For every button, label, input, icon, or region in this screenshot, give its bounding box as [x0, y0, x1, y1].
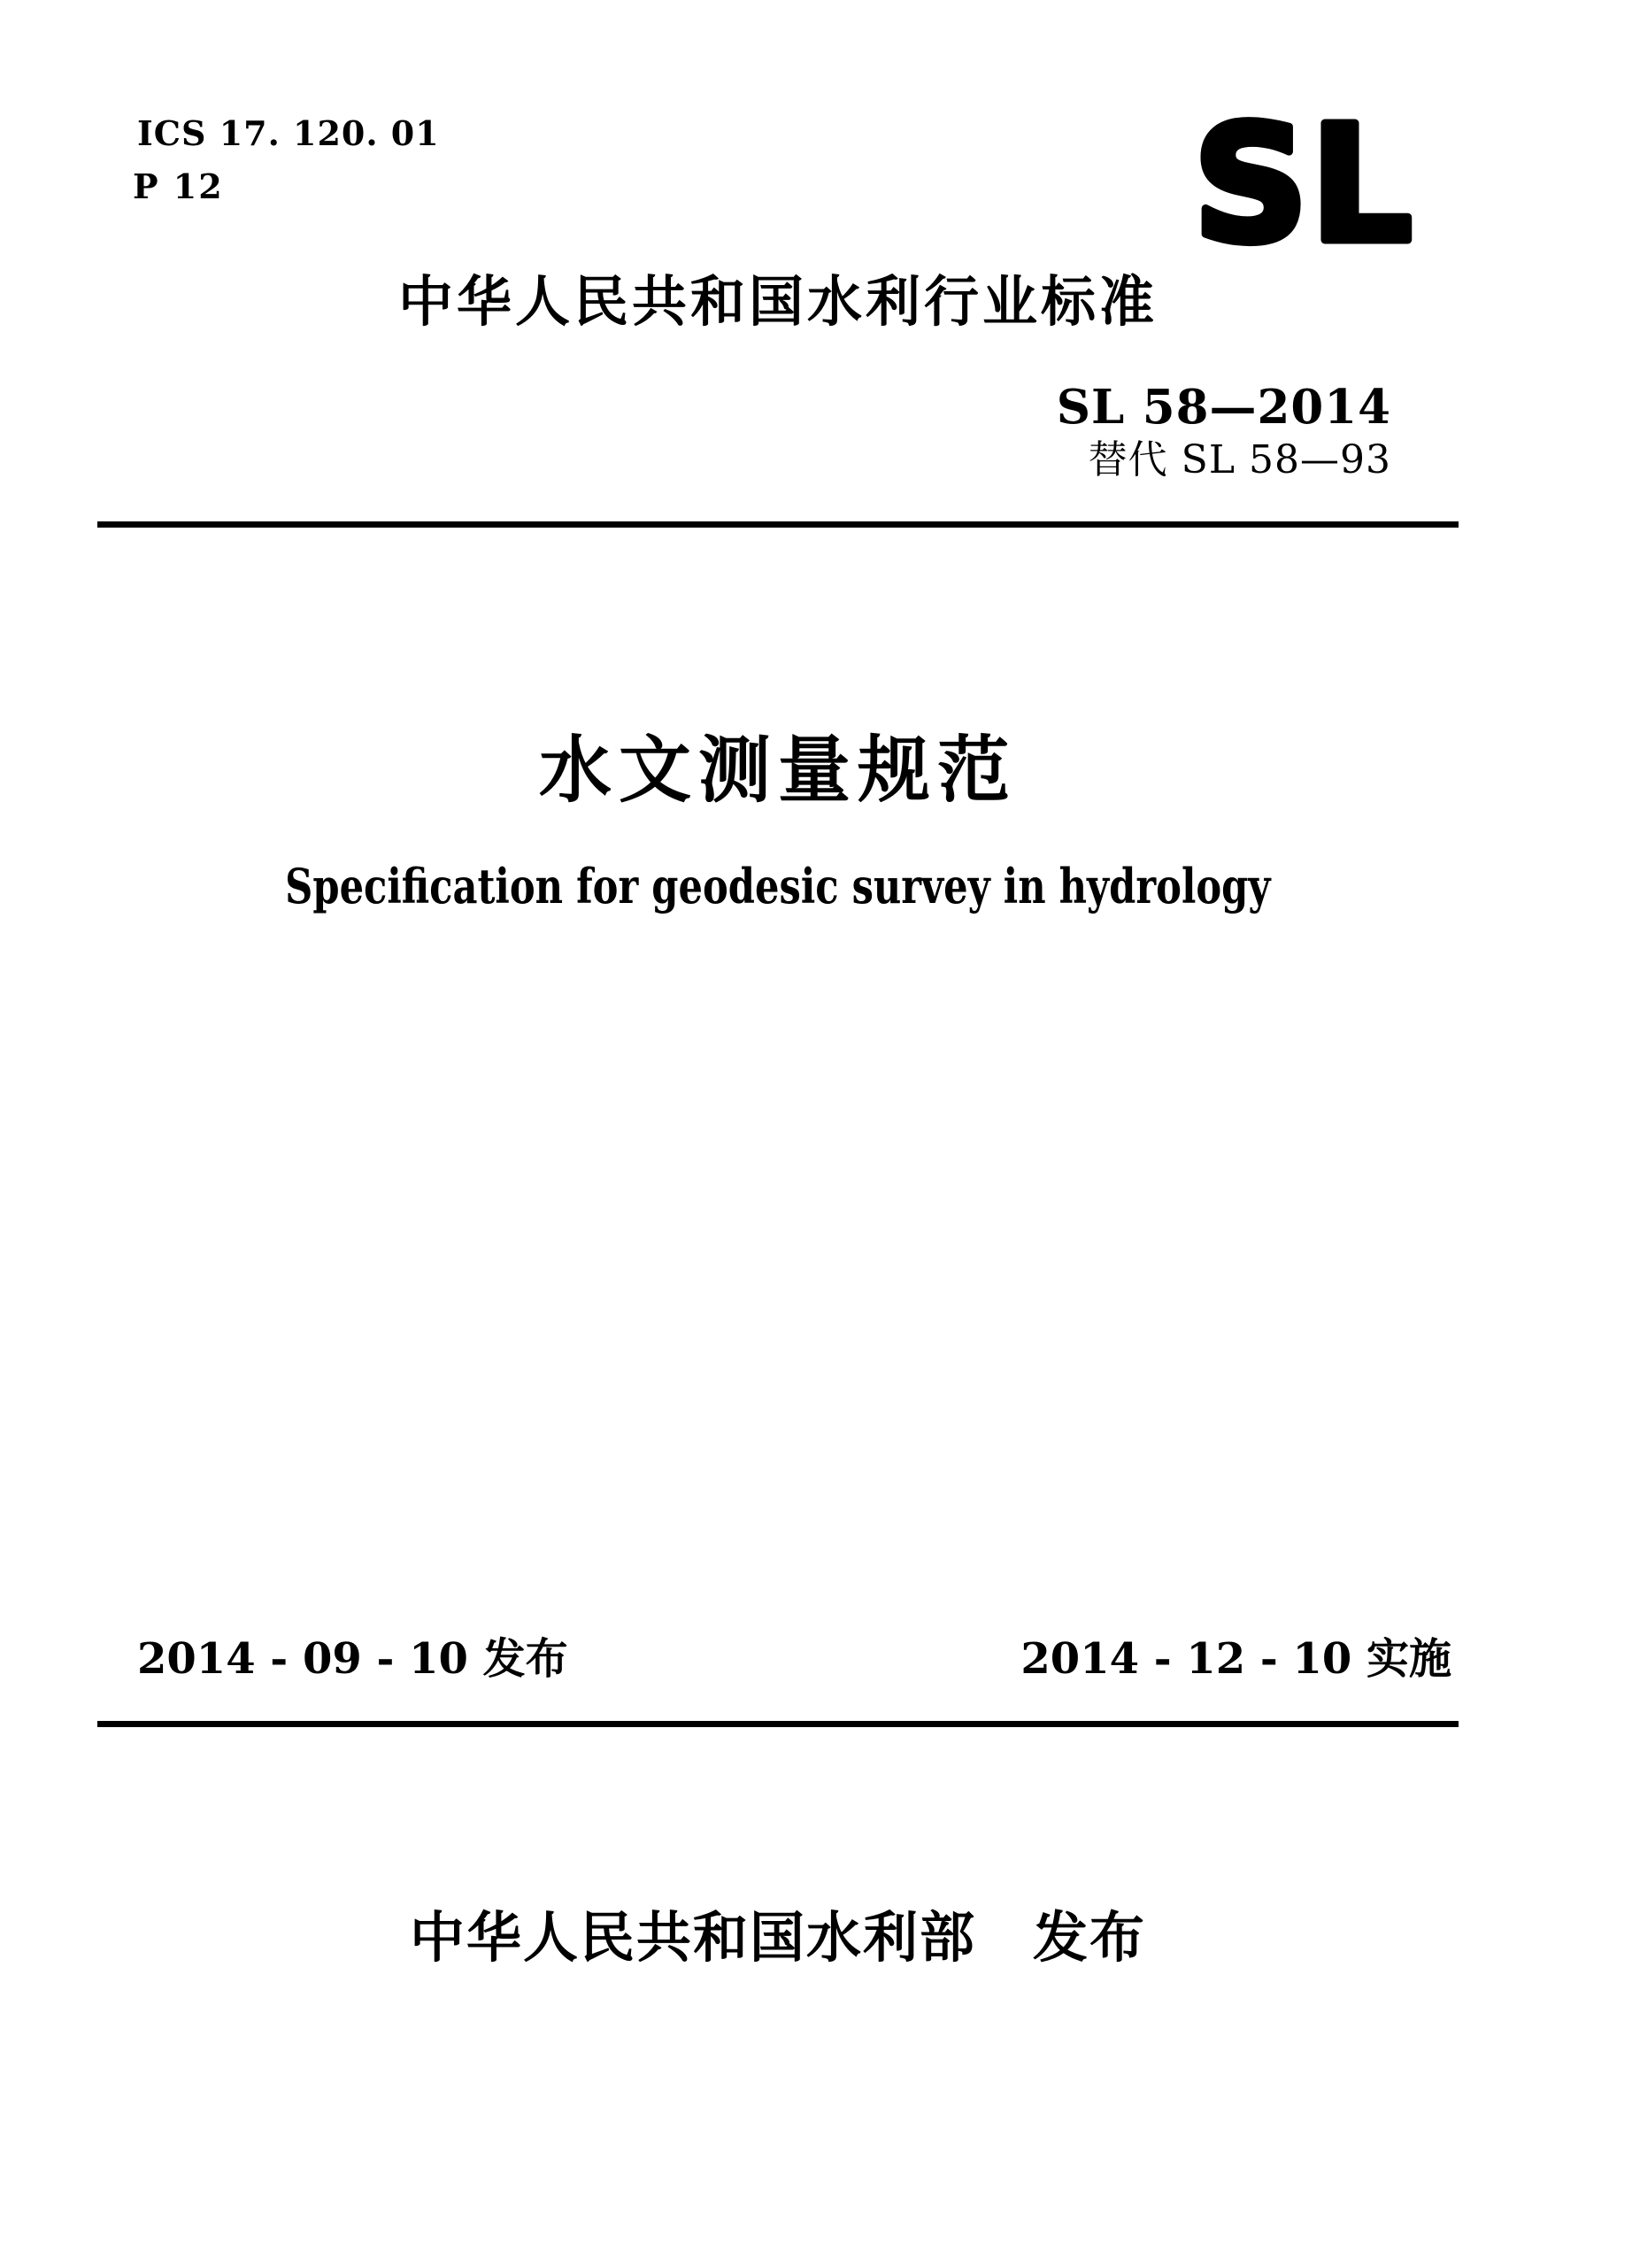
document-title-english — [97, 858, 1459, 914]
standard-number: SL 58—2014 — [1056, 380, 1391, 435]
issue-date: 2014 - 09 - 10 发布 — [137, 1634, 568, 1684]
document-title-english-text: Specification for geodesic survey in hydrology — [285, 858, 1271, 914]
top-divider-line — [97, 521, 1459, 528]
p-classification-code: P 12 — [133, 166, 224, 206]
publisher-line: 中华人民共和国水利部 发布 — [409, 1905, 1146, 1970]
sl-logo-text: SL — [1193, 115, 1414, 257]
replaced-standard-note: 替代 SL 58—93 — [1088, 437, 1391, 482]
document-title-chinese: 水文测量规范 — [538, 729, 1017, 813]
standard-category-heading: 中华人民共和国水利行业标准 — [397, 269, 1158, 334]
sl-logo — [1189, 115, 1455, 257]
implementation-date: 2014 - 12 - 10 实施 — [1020, 1634, 1451, 1684]
bottom-divider-line — [97, 1721, 1459, 1727]
date-row — [137, 1634, 1451, 1684]
ics-code: ICS 17. 120. 01 — [137, 113, 440, 153]
